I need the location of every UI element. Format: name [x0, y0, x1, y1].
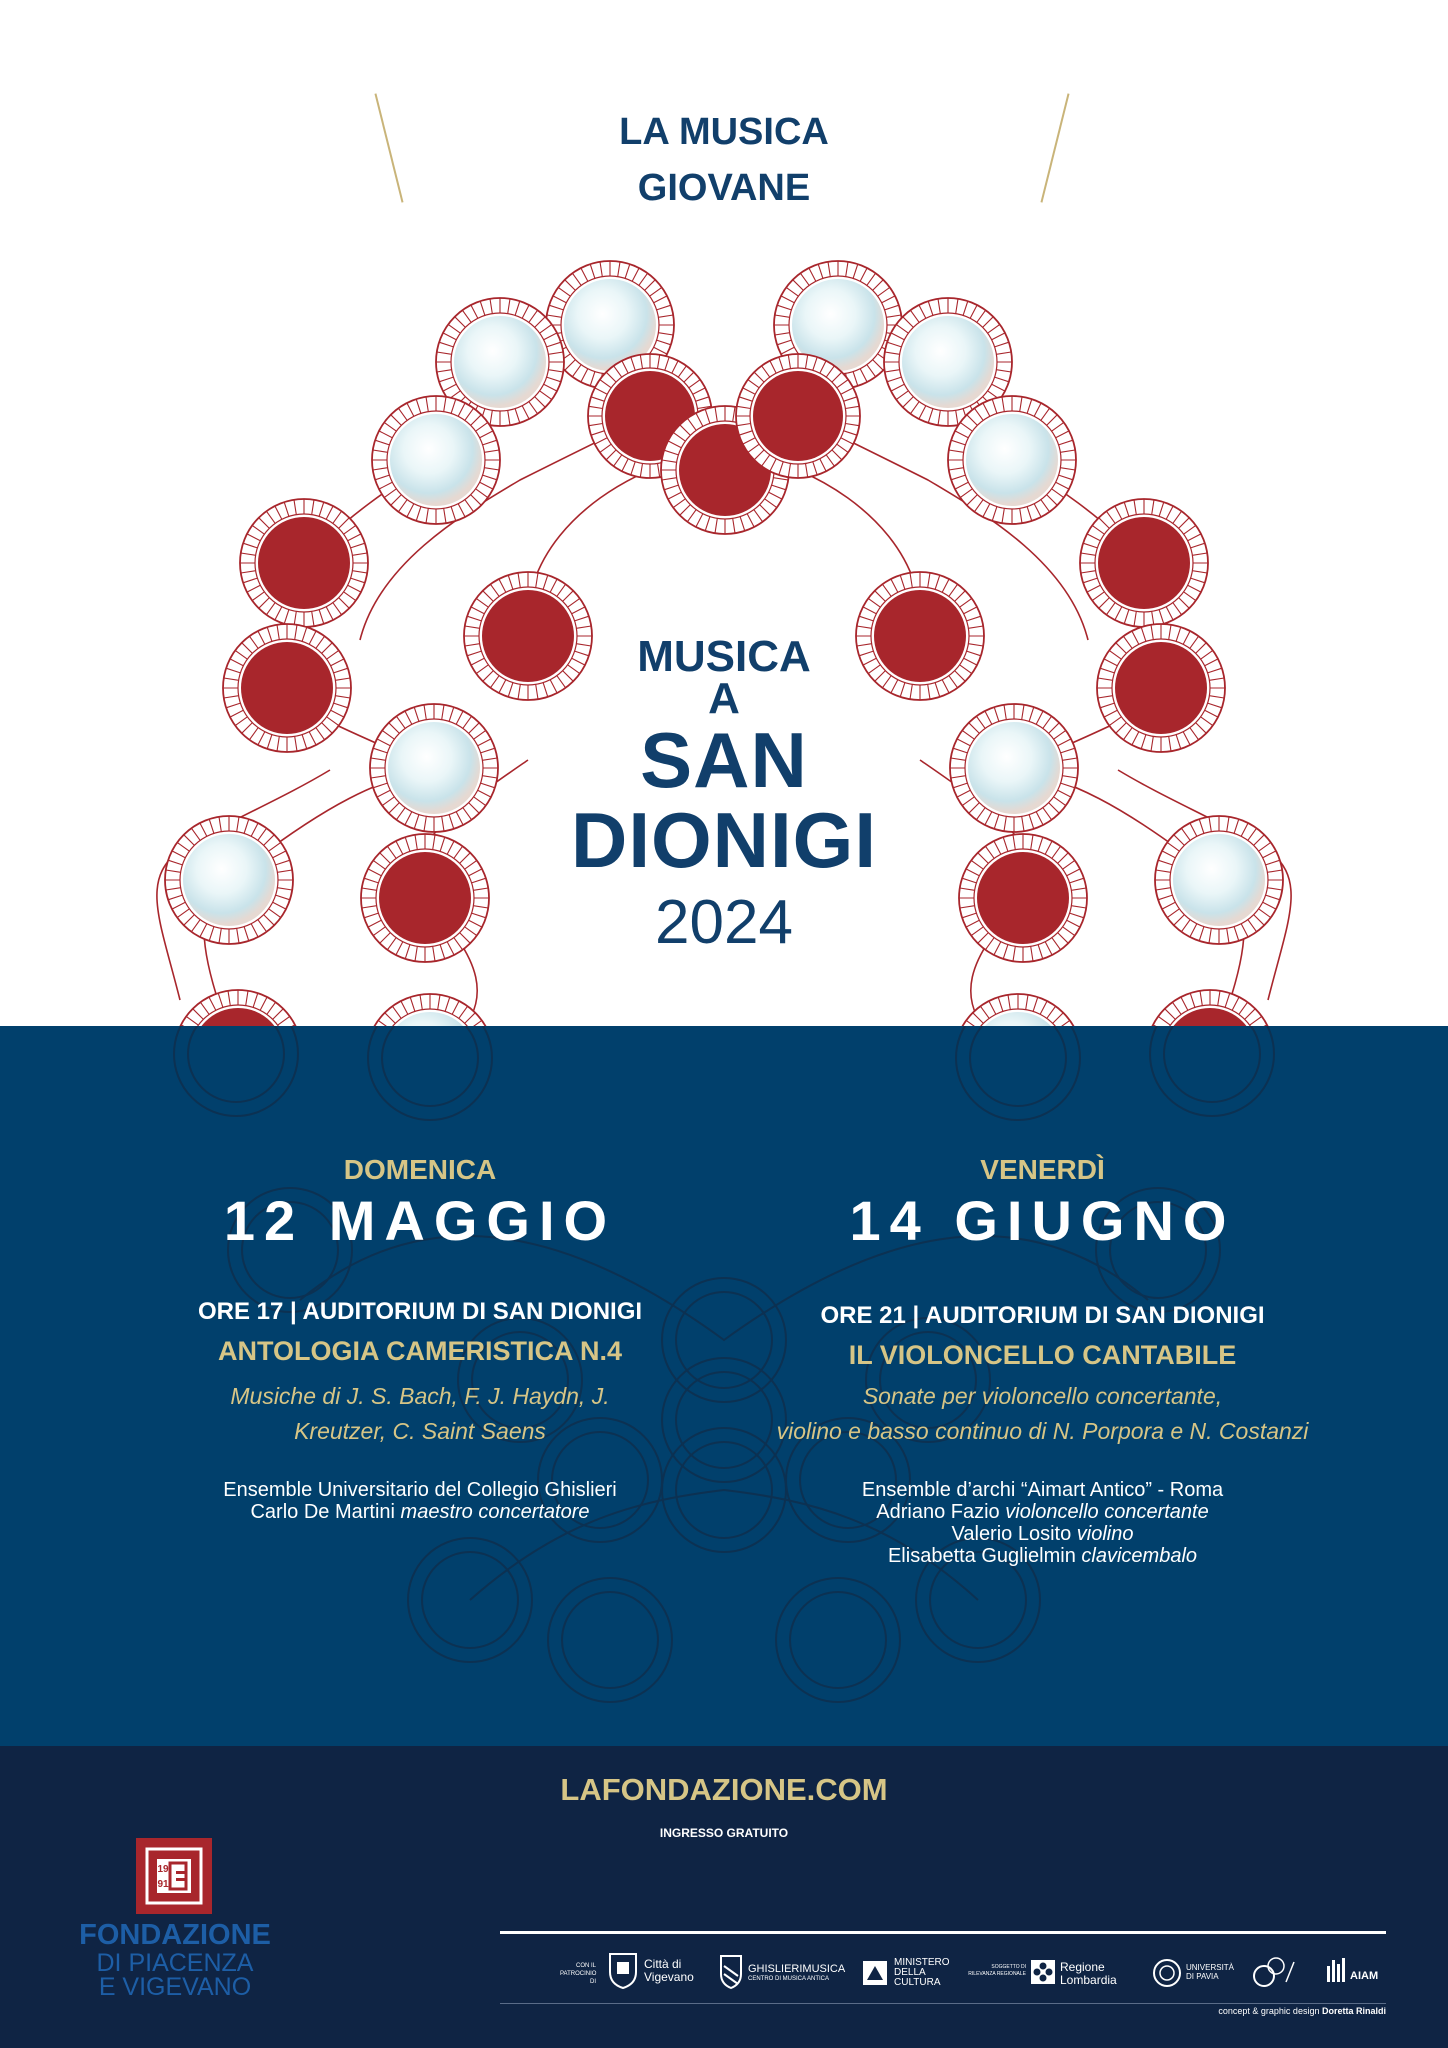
kicker-line-2: GIOVANE	[637, 167, 811, 209]
event-2-performer-1: Adriano Fazio violoncello concertante	[876, 1501, 1209, 1523]
ministero-line-1: MINISTERO	[894, 1957, 950, 1968]
patronage-bottom-rule	[500, 2003, 1386, 2004]
lombardia-line-2: Lombardia	[1060, 1973, 1117, 1987]
event-1-music-line-1: Musiche di J. S. Bach, F. J. Haydn, J.	[230, 1383, 610, 1409]
ministero-logo	[894, 1958, 950, 1988]
event-2-program: IL VIOLONCELLO CANTABILE	[848, 1340, 1237, 1370]
patronage-label	[560, 1962, 596, 1986]
event-2-performer-3: Elisabetta Guglielmin clavicembalo	[887, 1545, 1198, 1567]
bead-16	[948, 396, 1076, 524]
fondazione-logo-mark	[136, 1838, 212, 1914]
header-kicker	[474, 104, 974, 216]
title-line-2: A	[708, 674, 740, 723]
title-line-3: SAN	[640, 716, 808, 804]
bead-9	[165, 816, 293, 944]
ghislieri-logo	[748, 1964, 845, 1984]
ghost-bead-14	[548, 1578, 672, 1702]
vigevano-line-1: Città di	[644, 1957, 682, 1971]
pavia-logo	[1186, 1963, 1234, 1981]
pavia-seal-icon	[1152, 1958, 1182, 1993]
foundation-name-line-3: E VIGEVANO	[98, 1973, 252, 2001]
aiam-logo: AIAM	[1350, 1970, 1379, 1982]
regional-label	[962, 1964, 1026, 1978]
event-2-day: VENERDÌ	[980, 1154, 1105, 1185]
logo-mark-top-text: 19	[157, 1864, 169, 1875]
lombardia-line-1: Regione	[1060, 1960, 1105, 1974]
ministero-icon	[862, 1960, 888, 1991]
event-2-music-line-2: violino e basso continuo di N. Porpora e N. Costanzi	[776, 1418, 1309, 1444]
credit-name: Doretta Rinaldi	[1321, 2006, 1386, 2016]
patronage-top-rule	[500, 1931, 1386, 1934]
title-year: 2024	[655, 888, 793, 957]
bead-17	[1080, 499, 1208, 627]
bead-15	[736, 354, 860, 478]
ghost-bead-15	[776, 1578, 900, 1702]
title-san-dionigi	[474, 716, 974, 884]
event-2-date: 14 GIUGNO	[849, 1189, 1236, 1252]
free-entry-note: INGRESSO GRATUITO	[659, 1826, 789, 1840]
bead-10	[361, 834, 489, 962]
event-1-date: 12 MAGGIO	[223, 1189, 617, 1252]
ministero-line-2: DELLA	[894, 1967, 926, 1978]
event-1-ensemble: Ensemble Universitario del Collegio Ghislieri	[223, 1479, 617, 1501]
design-credit	[1050, 2006, 1386, 2016]
bead-24	[954, 994, 1082, 1122]
title-line-musica-a	[474, 632, 974, 723]
bead-19	[1097, 624, 1225, 752]
vigevano-logo	[644, 1958, 694, 1984]
bead-22	[959, 834, 1087, 962]
patronage-label-line-1: CON IL	[575, 1963, 596, 1969]
vigevano-crest-icon	[606, 1950, 640, 1995]
bead-21	[1155, 816, 1283, 944]
aiam-bars-icon	[1326, 1956, 1348, 1989]
fondazione-logo-icon	[136, 1838, 212, 1914]
pavia-line-2: DI PAVIA	[1186, 1972, 1219, 1981]
event-1-performer-1: Carlo De Martini maestro concertatore	[250, 1501, 590, 1523]
regional-label-line-2: RILEVANZA REGIONALE	[968, 1971, 1026, 1977]
website-link[interactable]: LAFONDAZIONE.COM	[560, 1772, 888, 1807]
ghislieri-crest-icon	[718, 1950, 744, 1995]
registered-circle-icon	[1250, 1954, 1296, 1995]
kicker-line-1: LA MUSICA	[619, 111, 829, 153]
event-2-ensemble: Ensemble d’archi “Aimart Antico” - Roma	[861, 1479, 1224, 1501]
event-2-time-place: ORE 21 | AUDITORIUM DI SAN DIONIGI	[820, 1302, 1265, 1329]
regional-label-line-1: SOGGETTO DI	[991, 1964, 1026, 1970]
title-line-4: DIONIGI	[570, 796, 877, 884]
event-1-music-line-2: Kreutzer, C. Saint Saens	[294, 1418, 546, 1444]
ghislieri-line-1: GHISLIERIMUSICA	[748, 1963, 846, 1975]
patronage-label-line-2: PATROCINIO DI	[560, 1971, 597, 1985]
foundation-name: FONDAZIONE	[79, 1919, 271, 1951]
lombardia-logo	[1060, 1961, 1117, 1987]
event-1-time-place: ORE 17 | AUDITORIUM DI SAN DIONIGI	[197, 1298, 643, 1325]
bead-12	[366, 994, 494, 1122]
event-2-ensemble-block	[735, 1479, 1350, 1567]
pavia-line-1: UNIVERSITÀ	[1186, 1963, 1235, 1972]
event-2-music	[735, 1379, 1350, 1449]
ministero-line-3: CULTURA	[894, 1977, 941, 1988]
bead-5	[240, 499, 368, 627]
bead-7	[223, 624, 351, 752]
ghislieri-line-2: CENTRO DI MUSICA ANTICA	[748, 1976, 830, 1982]
lombardia-icon	[1030, 1959, 1056, 1990]
credit-prefix: concept & graphic design	[1218, 2006, 1320, 2016]
event-2-performer-2: Valerio Losito violino	[951, 1523, 1134, 1545]
title-line-1: MUSICA	[637, 632, 811, 681]
event-1-music	[130, 1379, 710, 1449]
event-2-music-line-1: Sonate per violoncello concertante,	[862, 1383, 1223, 1409]
bead-4	[372, 396, 500, 524]
logo-mark-bottom-text: 91	[157, 1879, 169, 1890]
event-1-program: ANTOLOGIA CAMERISTICA N.4	[217, 1336, 622, 1366]
foundation-name-line-2: DI PIACENZA	[96, 1949, 254, 1977]
event-1-ensemble-block	[130, 1479, 710, 1523]
vigevano-line-2: Vigevano	[644, 1970, 694, 1984]
event-1-day: DOMENICA	[343, 1154, 497, 1185]
